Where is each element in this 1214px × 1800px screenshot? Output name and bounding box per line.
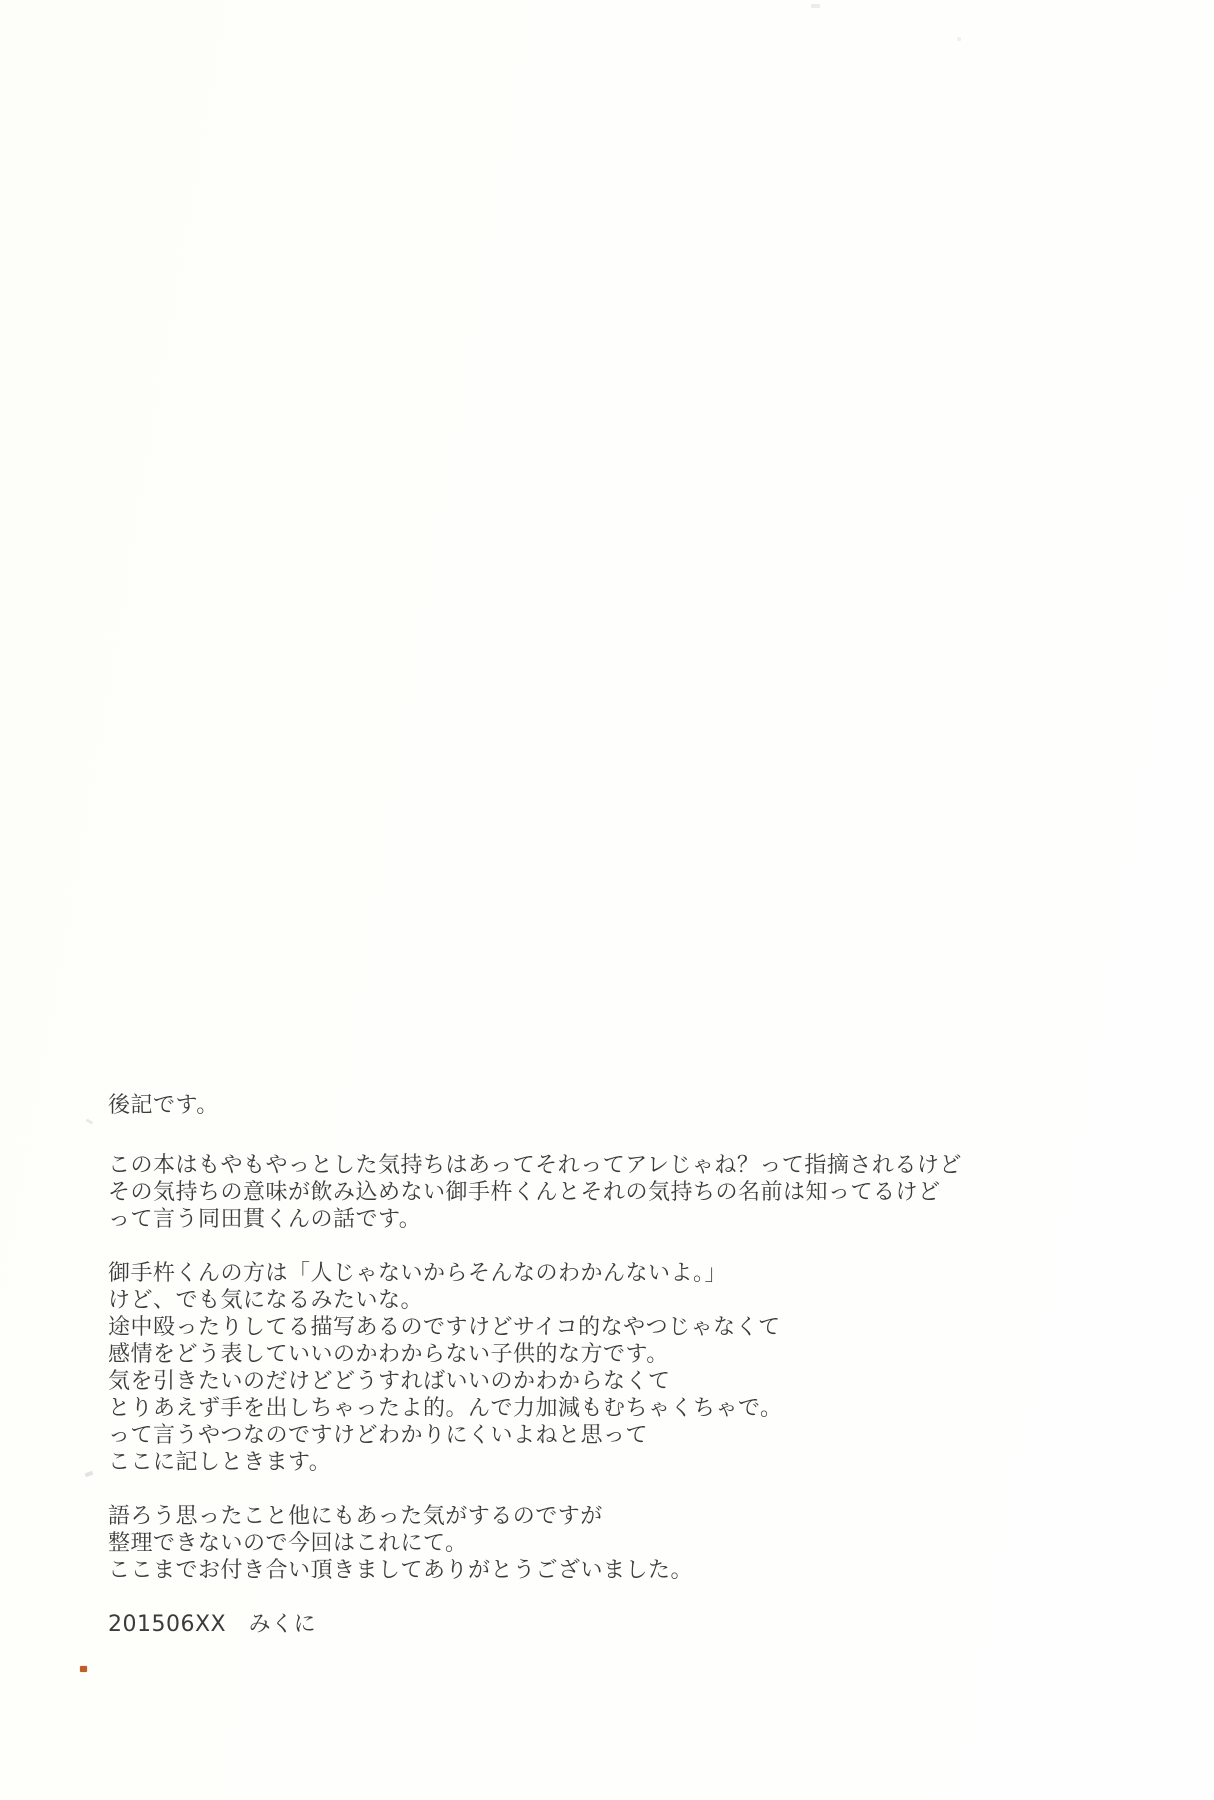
afterword-line: 気を引きたいのだけどどうすればいいのかわからなくて	[108, 1369, 671, 1394]
afterword-text-block	[108, 1092, 1108, 1638]
scan-artifact-speck	[957, 37, 961, 41]
afterword-line: ここまでお付き合い頂きましてありがとうございました。	[108, 1558, 694, 1583]
afterword-line: 整理できないので今回はこれにて。	[108, 1531, 468, 1556]
afterword-line: その気持ちの意味が飲み込めない御手杵くんとそれの気持ちの名前は知ってるけど	[108, 1180, 941, 1205]
scan-artifact-speck	[811, 4, 820, 8]
afterword-heading: 後記です。	[108, 1093, 219, 1118]
afterword-line: とりあえず手を出しちゃったよ的。んで力加減もむちゃくちゃで。	[108, 1396, 783, 1421]
afterword-paragraph-3	[108, 1503, 1108, 1584]
scan-artifact-speck	[86, 1118, 94, 1124]
afterword-signature-date: 201506XX みくに	[108, 1612, 317, 1637]
afterword-line: って言う同田貫くんの話です。	[108, 1207, 422, 1232]
afterword-paragraph-2	[108, 1260, 1108, 1476]
afterword-line: 感情をどう表していいのかわからない子供的な方です。	[108, 1342, 669, 1367]
afterword-line: 語ろう思ったこと他にもあった気がするのですが	[108, 1504, 603, 1529]
afterword-line: ここに記しときます。	[108, 1450, 332, 1475]
afterword-line: 途中殴ったりしてる描写あるのですけどサイコ的なやつじゃなくて	[108, 1315, 781, 1340]
scan-artifact-speck	[85, 1471, 94, 1477]
afterword-line: けど、でも気になるみたいな。	[108, 1288, 424, 1313]
scan-artifact-orange-speck	[80, 1666, 87, 1672]
afterword-paragraph-1	[108, 1152, 1108, 1233]
afterword-line: って言うやつなのですけどわかりにくいよねと思って	[108, 1423, 649, 1448]
afterword-line: この本はもやもやっとした気持ちはあってそれってアレじゃね？って指摘されるけど	[108, 1153, 962, 1178]
afterword-line: 御手杵くんの方は「人じゃないからそんなのわかんないよ。」	[108, 1261, 728, 1286]
